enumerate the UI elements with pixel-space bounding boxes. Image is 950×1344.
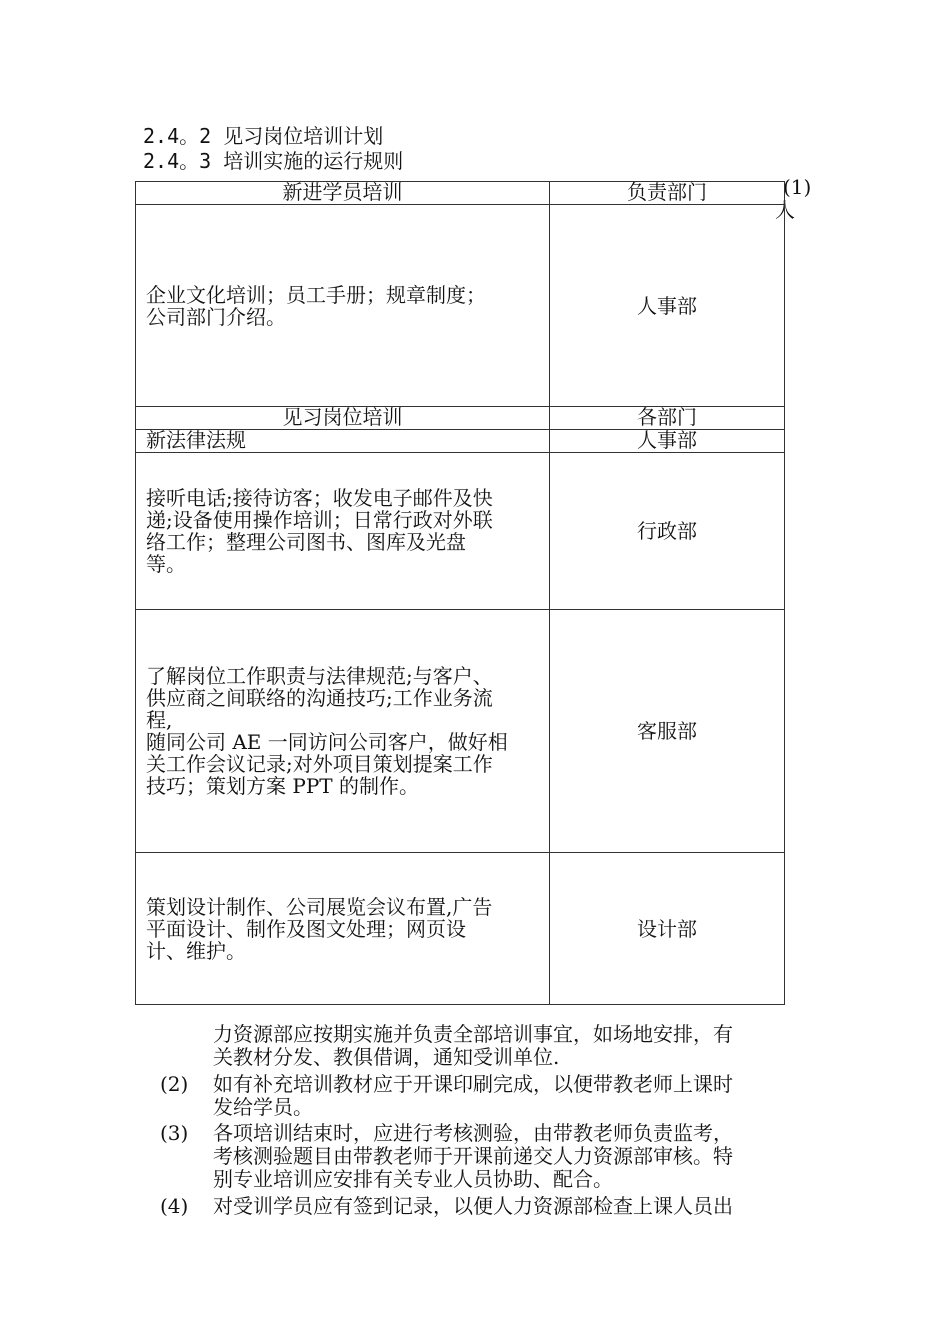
row-content: 见习岗位培训: [282, 405, 403, 429]
table-row: [136, 453, 784, 610]
table-row: [136, 205, 784, 407]
table-row: [136, 853, 784, 1004]
paragraph-2-line-2: 发给学员。: [213, 1095, 313, 1119]
row-content: 策划设计制作、公司展览会议布置,广告 平面设计、制作及图文处理；网页设 计、维护。: [146, 894, 493, 963]
row-department: 人事部: [637, 428, 697, 452]
paragraph-2-number: (2): [160, 1072, 189, 1096]
row-department: 人事部: [637, 293, 697, 318]
paragraph-2-line-1: 如有补充培训教材应于开课印刷完成，以便带教老师上课时: [213, 1072, 733, 1096]
training-table: [135, 181, 785, 1005]
paragraph-1-line-1: 力资源部应按期实施并负责全部培训事宜，如场地安排，有: [213, 1022, 733, 1046]
section-heading-2-4-2: 2.4。2 见习岗位培训计划: [143, 124, 384, 148]
margin-note-number: (1): [783, 175, 812, 199]
paragraph-4-number: (4): [160, 1194, 189, 1218]
row-content: 了解岗位工作职责与法律规范;与客户、 供应商之间联络的沟通技巧;工作业务流 程, 随同公司 AE 一同访问公司客户，做好相 关工作会议记录;对外项目策划提案工作 技巧；策划方案 PPT 的制作。: [146, 664, 508, 798]
row-content: 接听电话;接待访客；收发电子邮件及快 递;设备使用操作培训；日常行政对外联 络工作；整理公司图书、图库及光盘 等。: [146, 486, 493, 576]
paragraph-3-line-1: 各项培训结束时，应进行考核测验，由带教老师负责监考，: [213, 1121, 733, 1145]
paragraph-3-number: (3): [160, 1121, 189, 1145]
row-department: 各部门: [637, 405, 697, 429]
row-content: 新法律法规: [146, 428, 246, 452]
table-row: [136, 610, 784, 853]
paragraph-4-line-1: 对受训学员应有签到记录，以便人力资源部检查上课人员出: [213, 1194, 733, 1218]
margin-note-char: 人: [775, 198, 795, 222]
paragraph-1-line-2: 关教材分发、教俱借调，通知受训单位.: [213, 1045, 560, 1069]
row-content: 企业文化培训；员工手册；规章制度； 公司部门介绍。: [146, 282, 486, 329]
section-heading-2-4-3: 2.4。3 培训实施的运行规则: [143, 149, 404, 173]
row-department: 行政部: [637, 519, 697, 543]
paragraph-3-line-2: 考核测验题目由带教老师于开课前递交人力资源部审核。特: [213, 1144, 733, 1168]
row-department: 客服部: [637, 719, 697, 743]
paragraph-3-line-3: 别专业培训应安排有关专业人员协助、配合。: [213, 1167, 613, 1191]
table-row: [136, 407, 784, 430]
header-department: 负责部门: [627, 180, 707, 204]
header-training: 新进学员培训: [282, 180, 403, 204]
table-row: [136, 430, 784, 453]
table-header-row: [136, 182, 784, 205]
row-department: 设计部: [637, 916, 697, 941]
